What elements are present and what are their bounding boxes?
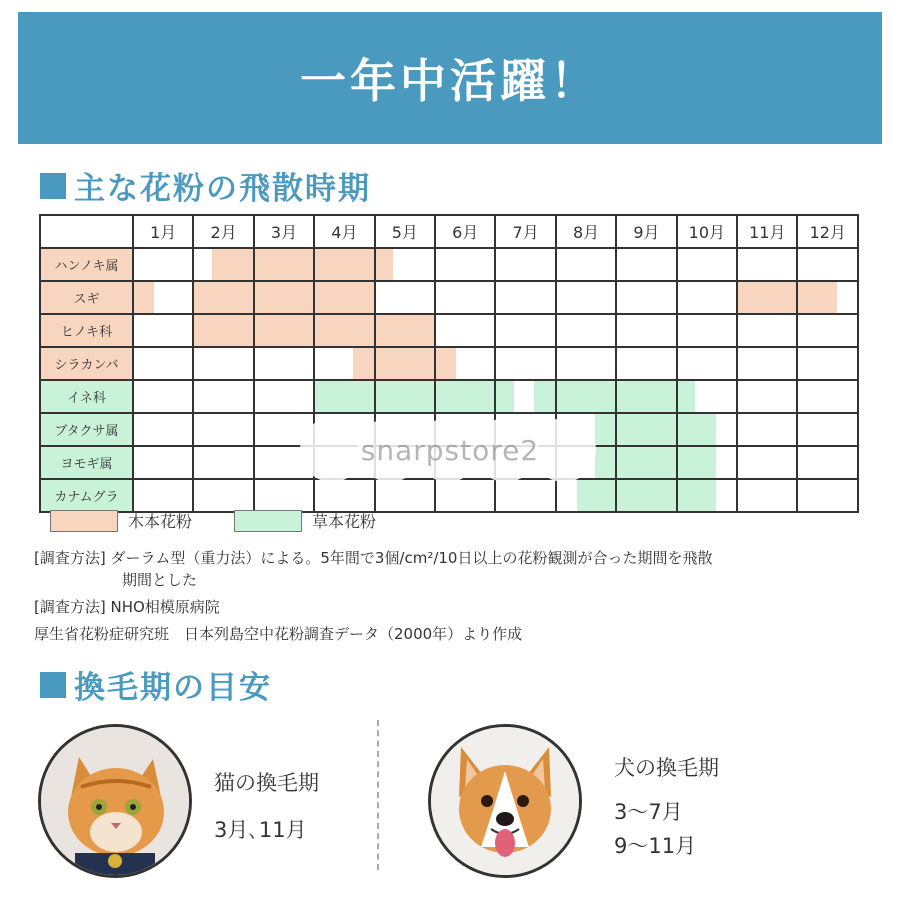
month-header: 4月 <box>314 215 374 248</box>
herb-pollen-bar <box>534 381 554 412</box>
section-divider <box>377 720 379 870</box>
month-cell <box>314 479 374 512</box>
banner-title: 一年中活躍！ <box>300 54 600 108</box>
herb-pollen-bar <box>557 381 615 412</box>
tree-pollen-bar <box>315 282 373 313</box>
pollen-row-label: シラカンバ <box>40 347 133 380</box>
survey-method-line2: 期間とした <box>122 571 198 589</box>
month-header: 7月 <box>495 215 555 248</box>
pollen-row-label: スギ <box>40 281 133 314</box>
month-cell <box>495 248 555 281</box>
month-cell <box>314 314 374 347</box>
pollen-row-label: カナムグラ <box>40 479 133 512</box>
watermark-blob <box>532 418 596 482</box>
legend-tree <box>50 509 192 532</box>
month-cell <box>737 281 797 314</box>
month-cell <box>556 281 616 314</box>
month-cell <box>616 413 676 446</box>
month-cell <box>797 347 858 380</box>
dog-shedding-title: 犬の換毛期 <box>614 756 719 780</box>
tree-pollen-bar <box>134 282 154 313</box>
month-cell <box>193 413 253 446</box>
heading-square-icon <box>40 672 66 698</box>
dog-shedding-period-spring: 3～7月 <box>614 800 683 824</box>
month-cell <box>677 479 737 512</box>
tree-pollen-bar <box>353 348 373 379</box>
month-cell <box>616 248 676 281</box>
month-cell <box>797 413 858 446</box>
pollen-heading-text: 主な花粉の飛散時期 <box>74 171 371 207</box>
month-cell <box>677 314 737 347</box>
month-cell <box>133 248 193 281</box>
herb-pollen-bar <box>315 381 373 412</box>
pollen-row-label: ブタクサ属 <box>40 413 133 446</box>
month-cell <box>254 248 314 281</box>
watermark <box>300 418 600 482</box>
month-cell <box>254 347 314 380</box>
month-cell <box>375 380 435 413</box>
month-cell <box>193 314 253 347</box>
survey-hospital-note: [調査方法] NHO相模原病院 <box>34 598 220 616</box>
dog-shedding-period-autumn: 9～11月 <box>614 834 697 858</box>
pollen-row-label: イネ科 <box>40 380 133 413</box>
heading-square-icon <box>40 173 66 199</box>
month-cell <box>616 347 676 380</box>
month-cell <box>133 446 193 479</box>
month-cell <box>133 314 193 347</box>
herb-pollen-bar <box>678 381 696 412</box>
month-cell <box>677 281 737 314</box>
cat-shedding-title: 猫の換毛期 <box>214 771 319 795</box>
herb-pollen-bar <box>617 414 675 445</box>
dog-photo <box>428 724 582 878</box>
month-cell <box>797 446 858 479</box>
title-banner <box>18 12 882 144</box>
month-cell <box>375 281 435 314</box>
month-header: 3月 <box>254 215 314 248</box>
pollen-section-heading <box>40 163 371 208</box>
watermark-text: snarpstore2 <box>360 433 540 467</box>
legend-tree-label: 木本花粉 <box>128 512 193 531</box>
tree-swatch <box>50 510 118 532</box>
tree-pollen-bar <box>376 249 394 280</box>
month-cell <box>435 314 495 347</box>
herb-pollen-bar <box>678 447 716 478</box>
month-cell <box>254 314 314 347</box>
pollen-row <box>40 380 858 413</box>
month-cell <box>375 347 435 380</box>
herb-swatch <box>234 510 302 532</box>
month-cell <box>193 281 253 314</box>
month-cell <box>677 413 737 446</box>
month-cell <box>314 380 374 413</box>
month-cell <box>133 380 193 413</box>
tree-pollen-bar <box>436 348 456 379</box>
month-header: 2月 <box>193 215 253 248</box>
watermark-blob <box>300 418 364 482</box>
month-cell <box>495 347 555 380</box>
month-cell <box>193 248 253 281</box>
month-cell <box>435 347 495 380</box>
month-cell <box>616 281 676 314</box>
month-header: 11月 <box>737 215 797 248</box>
month-cell <box>254 380 314 413</box>
month-cell <box>193 479 253 512</box>
month-cell <box>314 281 374 314</box>
month-cell <box>495 314 555 347</box>
month-cell <box>556 380 616 413</box>
month-cell <box>737 446 797 479</box>
tree-pollen-bar <box>255 249 313 280</box>
tree-pollen-bar <box>315 315 373 346</box>
tree-pollen-bar <box>738 282 796 313</box>
shedding-section-heading <box>40 662 272 707</box>
month-cell <box>797 380 858 413</box>
month-header-row <box>40 215 858 248</box>
cat-shedding-period: 3月､11月 <box>214 818 307 842</box>
month-cell <box>133 347 193 380</box>
month-cell <box>495 479 555 512</box>
pollen-row <box>40 347 858 380</box>
month-cell <box>616 479 676 512</box>
herb-pollen-bar <box>678 414 716 445</box>
shedding-heading-text: 換毛期の目安 <box>74 670 272 706</box>
month-cell <box>254 479 314 512</box>
month-cell <box>797 248 858 281</box>
legend-herb-label: 草本花粉 <box>312 512 377 531</box>
tree-pollen-bar <box>315 249 373 280</box>
tree-pollen-bar <box>255 315 313 346</box>
month-cell <box>254 281 314 314</box>
pollen-row <box>40 281 858 314</box>
tree-pollen-bar <box>194 315 252 346</box>
pollen-row-label: ハンノキ属 <box>40 248 133 281</box>
survey-method-line1: [調査方法] ダーラム型（重力法）による。5年間で3個/cm²/10日以上の花粉観測が合った期間を飛散 <box>34 549 713 567</box>
month-cell <box>495 380 555 413</box>
month-cell <box>616 446 676 479</box>
month-cell <box>737 347 797 380</box>
month-cell <box>737 314 797 347</box>
month-cell <box>133 413 193 446</box>
month-cell <box>556 479 616 512</box>
month-cell <box>556 347 616 380</box>
month-cell <box>737 248 797 281</box>
month-cell <box>193 380 253 413</box>
month-cell <box>133 281 193 314</box>
month-cell <box>737 413 797 446</box>
source-note: 厚生省花粉症研究班 日本列島空中花粉調査データ（2000年）より作成 <box>34 625 523 643</box>
month-header: 9月 <box>616 215 676 248</box>
month-cell <box>677 446 737 479</box>
cat-photo <box>38 724 192 878</box>
month-cell <box>375 479 435 512</box>
tree-pollen-bar <box>798 282 836 313</box>
herb-pollen-bar <box>436 381 494 412</box>
month-cell <box>797 479 858 512</box>
survey-method-note <box>34 547 864 591</box>
month-cell <box>677 380 737 413</box>
tree-pollen-bar <box>255 282 313 313</box>
pollen-row <box>40 314 858 347</box>
month-cell <box>314 347 374 380</box>
herb-pollen-bar <box>678 480 716 511</box>
tree-pollen-bar <box>376 315 434 346</box>
month-cell <box>375 248 435 281</box>
month-cell <box>556 248 616 281</box>
pollen-row-label: ヒノキ科 <box>40 314 133 347</box>
month-cell <box>616 380 676 413</box>
tree-pollen-bar <box>376 348 434 379</box>
pollen-row-label: ヨモギ属 <box>40 446 133 479</box>
pollen-row <box>40 248 858 281</box>
month-cell <box>677 248 737 281</box>
month-cell <box>435 281 495 314</box>
month-header: 10月 <box>677 215 737 248</box>
herb-pollen-bar <box>617 381 675 412</box>
month-cell <box>797 314 858 347</box>
month-cell <box>677 347 737 380</box>
tree-pollen-bar <box>194 282 252 313</box>
month-cell <box>737 479 797 512</box>
month-header: 1月 <box>133 215 193 248</box>
month-cell <box>435 248 495 281</box>
tree-pollen-bar <box>212 249 253 280</box>
month-cell <box>314 248 374 281</box>
month-header: 6月 <box>435 215 495 248</box>
month-cell <box>435 479 495 512</box>
month-cell <box>495 281 555 314</box>
table-corner <box>40 215 133 248</box>
month-cell <box>435 380 495 413</box>
month-cell <box>737 380 797 413</box>
month-header: 5月 <box>375 215 435 248</box>
month-cell <box>193 347 253 380</box>
month-cell <box>556 314 616 347</box>
month-cell <box>193 446 253 479</box>
herb-pollen-bar <box>496 381 514 412</box>
month-cell <box>133 479 193 512</box>
legend-herb <box>234 509 376 532</box>
pollen-row <box>40 479 858 512</box>
month-header: 12月 <box>797 215 858 248</box>
month-header: 8月 <box>556 215 616 248</box>
month-cell <box>375 314 435 347</box>
month-cell <box>616 314 676 347</box>
herb-pollen-bar <box>577 480 615 511</box>
herb-pollen-bar <box>376 381 434 412</box>
herb-pollen-bar <box>617 447 675 478</box>
month-cell <box>797 281 858 314</box>
herb-pollen-bar <box>617 480 675 511</box>
